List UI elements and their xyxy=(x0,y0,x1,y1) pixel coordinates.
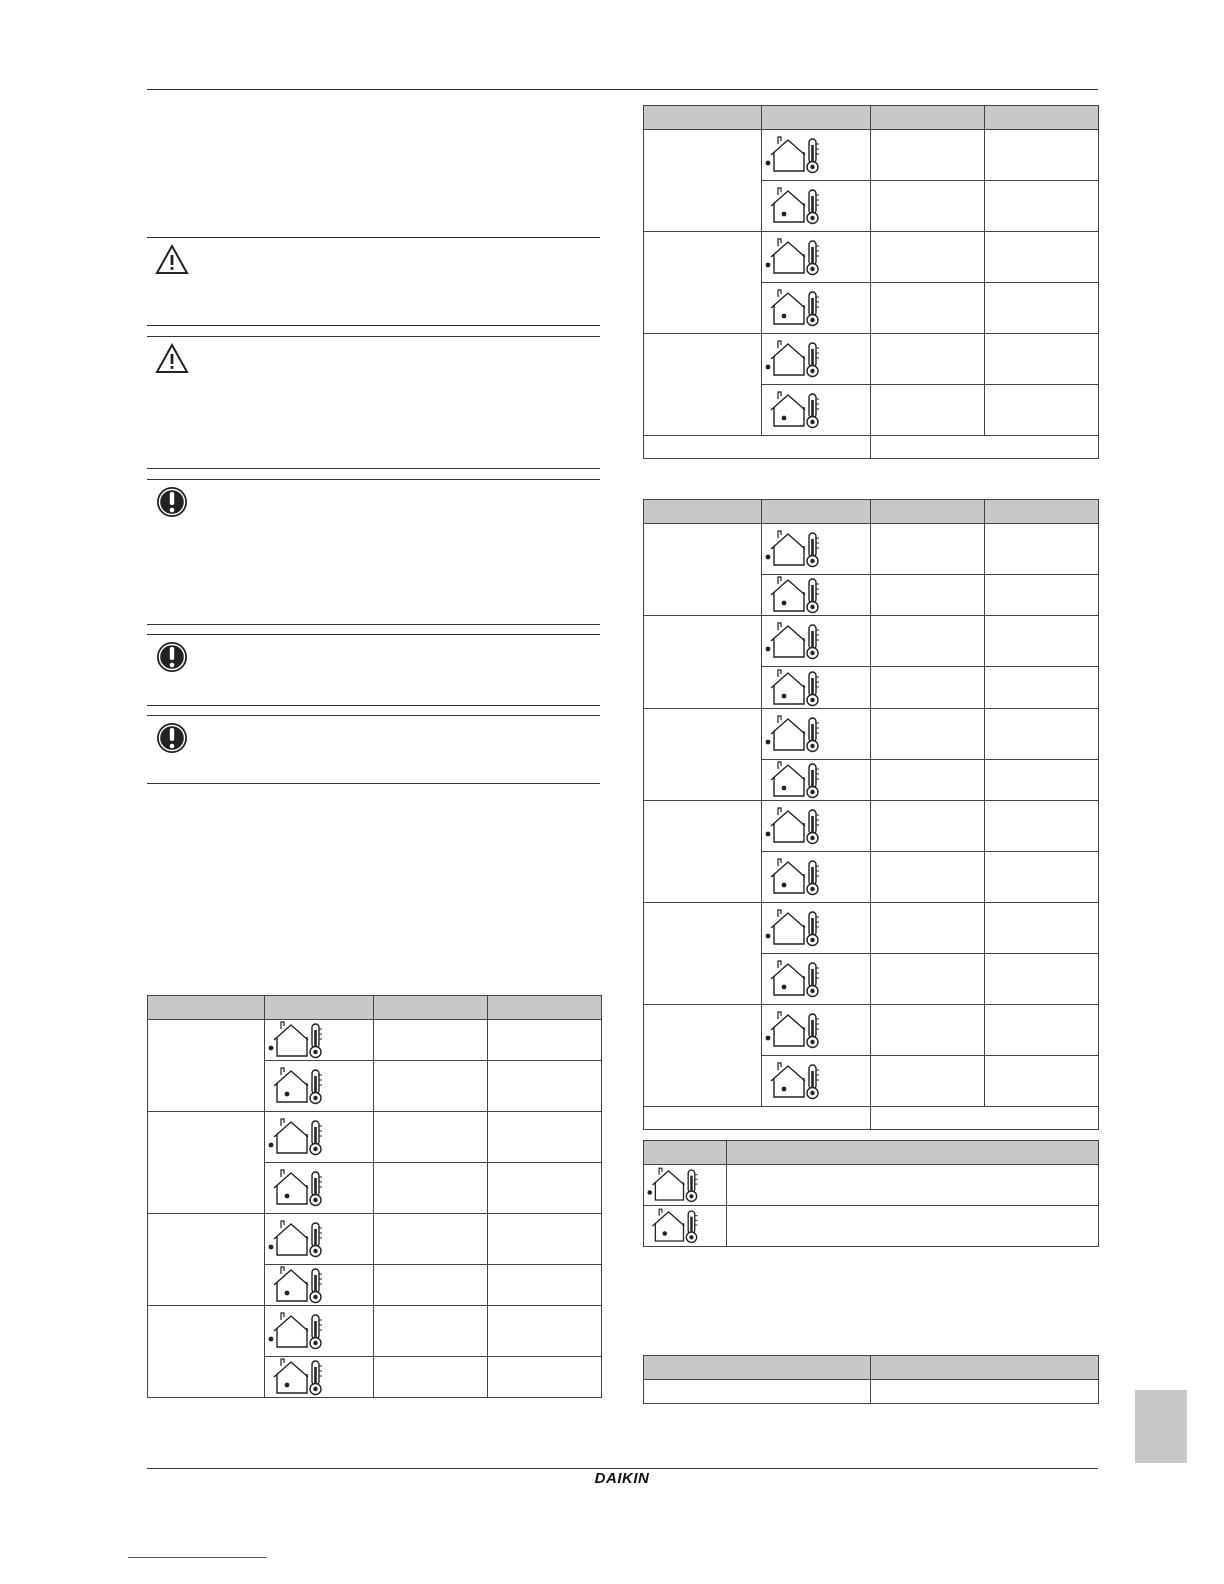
column-header xyxy=(488,996,602,1020)
group-label xyxy=(148,1112,265,1214)
icon-cell xyxy=(762,334,871,385)
table-cell xyxy=(871,801,985,852)
icon-cell xyxy=(265,1163,374,1214)
exclamation-circle-icon xyxy=(155,721,189,755)
table-cell xyxy=(374,1163,488,1214)
house-outside-thermometer-icon xyxy=(764,237,828,277)
table-header-row xyxy=(644,106,1099,130)
group-label xyxy=(644,1005,762,1107)
table-cell xyxy=(985,181,1099,232)
table-row xyxy=(644,130,1099,181)
table-footer-row xyxy=(644,1107,1099,1130)
table-cell xyxy=(374,1306,488,1357)
icon-cell xyxy=(265,1306,374,1357)
house-outside-thermometer-icon xyxy=(764,1010,828,1050)
group-label xyxy=(644,232,762,334)
icon-cell xyxy=(265,1265,374,1306)
exclamation-circle-icon xyxy=(155,485,189,519)
group-label xyxy=(148,1020,265,1112)
column-header xyxy=(985,106,1099,130)
column-header xyxy=(644,1141,727,1165)
left-table xyxy=(147,995,602,1398)
table-cell xyxy=(985,1056,1099,1107)
column-header xyxy=(871,106,985,130)
group-label xyxy=(644,616,762,709)
table-row xyxy=(644,334,1099,385)
table-cell xyxy=(871,575,985,616)
table-row xyxy=(148,1020,602,1061)
warning-box-1 xyxy=(147,237,600,326)
table-cell xyxy=(871,1107,1099,1130)
table-footer-row xyxy=(644,436,1099,459)
icon-cell xyxy=(762,616,871,667)
house-outside-thermometer-icon xyxy=(764,529,828,569)
icon-cell xyxy=(762,181,871,232)
column-header xyxy=(148,996,265,1020)
icon-cell xyxy=(762,524,871,575)
table-cell xyxy=(488,1357,602,1398)
table-cell xyxy=(871,385,985,436)
house-outside-thermometer-icon xyxy=(267,1020,331,1060)
table-cell xyxy=(985,667,1099,709)
icon-cell xyxy=(265,1112,374,1163)
house-inside-thermometer-icon xyxy=(764,1061,828,1101)
right-table-2 xyxy=(643,499,1099,1130)
house-inside-thermometer-icon xyxy=(267,1357,331,1397)
group-label xyxy=(644,334,762,436)
table-cell xyxy=(871,283,985,334)
table-cell xyxy=(985,954,1099,1005)
brand-logo: DAIKIN xyxy=(594,1470,650,1487)
house-inside-thermometer-icon xyxy=(267,1066,331,1106)
table-cell xyxy=(985,709,1099,760)
table-cell xyxy=(871,616,985,667)
house-inside-thermometer-icon xyxy=(267,1168,331,1208)
table-cell xyxy=(871,1380,1099,1404)
table-cell xyxy=(727,1165,1099,1206)
legend-table xyxy=(643,1140,1099,1247)
icon-cell xyxy=(762,760,871,801)
icon-cell xyxy=(762,903,871,954)
icon-cell xyxy=(762,575,871,616)
table-cell xyxy=(644,1107,871,1130)
table-cell xyxy=(985,575,1099,616)
table-cell xyxy=(871,1056,985,1107)
icon-cell xyxy=(265,1357,374,1398)
column-header xyxy=(762,106,871,130)
small-table xyxy=(643,1355,1099,1404)
table-cell xyxy=(985,1005,1099,1056)
icon-cell xyxy=(762,283,871,334)
table-header-row xyxy=(644,500,1099,524)
icon-cell xyxy=(762,667,871,709)
table-cell xyxy=(727,1206,1099,1247)
table-row xyxy=(148,1306,602,1357)
house-outside-thermometer-icon xyxy=(764,908,828,948)
column-header xyxy=(985,500,1099,524)
house-inside-thermometer-icon xyxy=(764,575,828,615)
table-cell xyxy=(871,232,985,283)
group-label xyxy=(644,130,762,232)
notice-box-1 xyxy=(147,479,600,625)
table-cell xyxy=(871,852,985,903)
table-cell xyxy=(488,1265,602,1306)
table-row xyxy=(644,524,1099,575)
icon-cell xyxy=(265,1214,374,1265)
icon-cell xyxy=(762,130,871,181)
chapter-tab xyxy=(1135,1390,1187,1463)
house-inside-thermometer-icon xyxy=(764,668,828,708)
table-cell xyxy=(374,1061,488,1112)
table-cell xyxy=(985,334,1099,385)
table-cell xyxy=(985,903,1099,954)
table-cell xyxy=(985,760,1099,801)
notice-box-3 xyxy=(147,715,600,784)
house-outside-thermometer-icon xyxy=(764,806,828,846)
warning-box-2 xyxy=(147,336,600,469)
house-outside-thermometer-icon xyxy=(646,1166,706,1204)
group-label xyxy=(644,709,762,801)
column-header xyxy=(644,106,762,130)
table-row xyxy=(148,1214,602,1265)
exclamation-circle-icon xyxy=(155,640,189,674)
table-cell xyxy=(488,1112,602,1163)
table-cell xyxy=(871,760,985,801)
table-row xyxy=(644,903,1099,954)
table-cell xyxy=(985,616,1099,667)
footer-link-underline[interactable] xyxy=(128,1557,267,1558)
column-header xyxy=(762,500,871,524)
table-row xyxy=(644,709,1099,760)
group-label xyxy=(644,903,762,1005)
table-row xyxy=(644,801,1099,852)
table-cell xyxy=(871,903,985,954)
table-cell xyxy=(871,334,985,385)
house-outside-thermometer-icon xyxy=(267,1311,331,1351)
table-cell xyxy=(985,852,1099,903)
table-row xyxy=(644,1206,1099,1247)
icon-cell xyxy=(644,1165,727,1206)
column-header xyxy=(374,996,488,1020)
table-cell xyxy=(871,1005,985,1056)
table-cell xyxy=(488,1020,602,1061)
house-inside-thermometer-icon xyxy=(764,288,828,328)
table-header-row xyxy=(644,1356,1099,1380)
table-row xyxy=(644,1165,1099,1206)
table-cell xyxy=(644,436,871,459)
group-label xyxy=(644,801,762,903)
column-header xyxy=(871,500,985,524)
table-cell xyxy=(985,283,1099,334)
table-cell xyxy=(488,1306,602,1357)
table-row xyxy=(644,1005,1099,1056)
icon-cell xyxy=(762,709,871,760)
table-cell xyxy=(871,954,985,1005)
table-cell xyxy=(488,1163,602,1214)
house-outside-thermometer-icon xyxy=(764,714,828,754)
house-inside-thermometer-icon xyxy=(764,857,828,897)
warning-triangle-icon xyxy=(155,342,189,376)
group-label xyxy=(148,1306,265,1398)
right-table-1 xyxy=(643,105,1099,459)
table-cell xyxy=(871,181,985,232)
table-header-row xyxy=(148,996,602,1020)
house-inside-thermometer-icon xyxy=(267,1265,331,1305)
column-header xyxy=(644,1356,871,1380)
warning-triangle-icon xyxy=(155,243,189,277)
column-header xyxy=(871,1356,1099,1380)
icon-cell xyxy=(762,954,871,1005)
table-cell xyxy=(374,1265,488,1306)
icon-cell xyxy=(762,801,871,852)
icon-cell xyxy=(644,1206,727,1247)
house-outside-thermometer-icon xyxy=(267,1117,331,1157)
house-outside-thermometer-icon xyxy=(764,135,828,175)
table-header-row xyxy=(644,1141,1099,1165)
table-row xyxy=(644,1380,1099,1404)
table-row xyxy=(148,1112,602,1163)
table-cell xyxy=(871,524,985,575)
group-label xyxy=(148,1214,265,1306)
table-cell xyxy=(374,1112,488,1163)
table-cell xyxy=(374,1357,488,1398)
house-inside-thermometer-icon xyxy=(764,390,828,430)
icon-cell xyxy=(762,852,871,903)
table-cell xyxy=(488,1214,602,1265)
column-header xyxy=(265,996,374,1020)
icon-cell xyxy=(762,232,871,283)
table-cell xyxy=(488,1061,602,1112)
house-inside-thermometer-icon xyxy=(646,1207,706,1245)
table-cell xyxy=(374,1020,488,1061)
table-cell xyxy=(374,1214,488,1265)
table-row xyxy=(644,616,1099,667)
house-inside-thermometer-icon xyxy=(764,959,828,999)
column-header xyxy=(644,500,762,524)
icon-cell xyxy=(762,1056,871,1107)
table-cell xyxy=(871,667,985,709)
table-cell xyxy=(985,232,1099,283)
table-cell xyxy=(985,524,1099,575)
notice-box-2 xyxy=(147,634,600,706)
header-rule xyxy=(147,89,1098,90)
table-cell xyxy=(985,130,1099,181)
table-cell xyxy=(644,1380,871,1404)
house-inside-thermometer-icon xyxy=(764,186,828,226)
house-outside-thermometer-icon xyxy=(267,1219,331,1259)
table-cell xyxy=(871,709,985,760)
icon-cell xyxy=(265,1020,374,1061)
house-outside-thermometer-icon xyxy=(764,339,828,379)
table-cell xyxy=(985,801,1099,852)
house-outside-thermometer-icon xyxy=(764,621,828,661)
table-cell xyxy=(871,130,985,181)
icon-cell xyxy=(762,1005,871,1056)
table-row xyxy=(644,232,1099,283)
icon-cell xyxy=(265,1061,374,1112)
group-label xyxy=(644,524,762,616)
table-cell xyxy=(985,385,1099,436)
house-inside-thermometer-icon xyxy=(764,760,828,800)
icon-cell xyxy=(762,385,871,436)
column-header xyxy=(727,1141,1099,1165)
table-cell xyxy=(871,436,1099,459)
